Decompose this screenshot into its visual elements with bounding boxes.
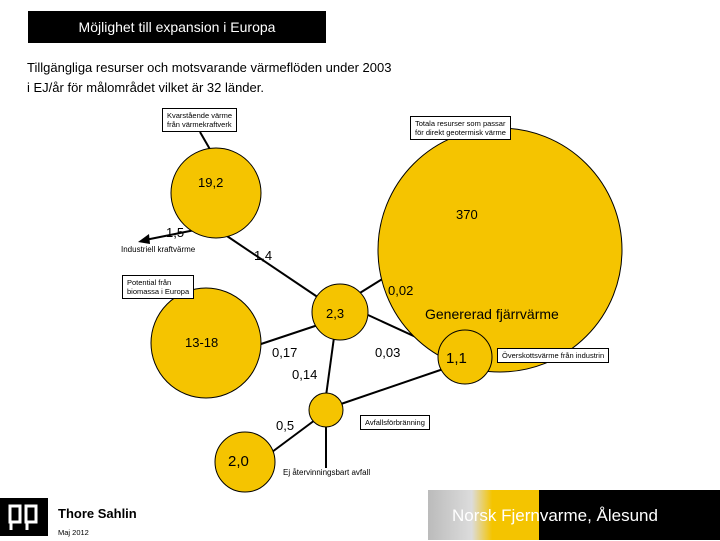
value-1-1: 1,1 (446, 350, 467, 367)
value-370: 370 (456, 207, 478, 222)
circle-370 (378, 128, 622, 372)
label-industrial-power: Industriell kraftvärme (121, 245, 196, 254)
company-logo (0, 498, 48, 536)
arrowhead-icon (138, 234, 150, 244)
circle-19-2 (171, 148, 261, 238)
slide-subtitle: Tillgängliga resurser och motsvarande värmeflöden under 2003 i EJ/år för målområdet vilket är 32 länder. (27, 60, 392, 95)
label-industry-surplus: Överskottsvärme från industrin (497, 348, 609, 363)
circle-incineration (309, 393, 343, 427)
value-0-17: 0,17 (272, 345, 298, 360)
flow-line-2-3-to-13-18 (258, 325, 318, 345)
label-waste-heat: Kvarstående värme från värmekraftverk (162, 108, 237, 132)
value-0-5: 0,5 (276, 418, 295, 433)
label-biomass: Potential från biomassa i Europa (122, 275, 194, 299)
label-district-heat: Genererad fjärrvärme (425, 306, 559, 322)
value-13-18: 13-18 (185, 335, 219, 350)
value-19-2: 19,2 (198, 175, 224, 190)
logo-mark-icon (0, 498, 48, 536)
value-2-3: 2,3 (326, 306, 345, 321)
flow-line-19-2-to-2-3 (218, 230, 322, 300)
presentation-date: Maj 2012 (58, 528, 89, 537)
label-waste: Ej återvinningsbart avfall (283, 468, 371, 477)
value-1-5: 1,5 (166, 225, 185, 240)
value-0-14: 0,14 (292, 367, 318, 382)
value-2-0: 2,0 (228, 453, 249, 470)
flow-line-2-3-to-incineration (326, 330, 335, 396)
footer-organization: Norsk Fjernvarme, Ålesund (452, 506, 658, 525)
label-geothermal: Totala resurser som passar för direkt geotermisk värme (410, 116, 511, 140)
author-name: Thore Sahlin (58, 506, 137, 521)
value-0-03: 0,03 (375, 345, 401, 360)
value-1-4: 1,4 (254, 248, 273, 263)
value-0-02: 0,02 (388, 283, 414, 298)
flow-line-incineration-to-district (338, 365, 455, 405)
label-incineration: Avfallsförbränning (360, 415, 430, 430)
slide-title: Möjlighet till expansion i Europa (28, 11, 326, 43)
